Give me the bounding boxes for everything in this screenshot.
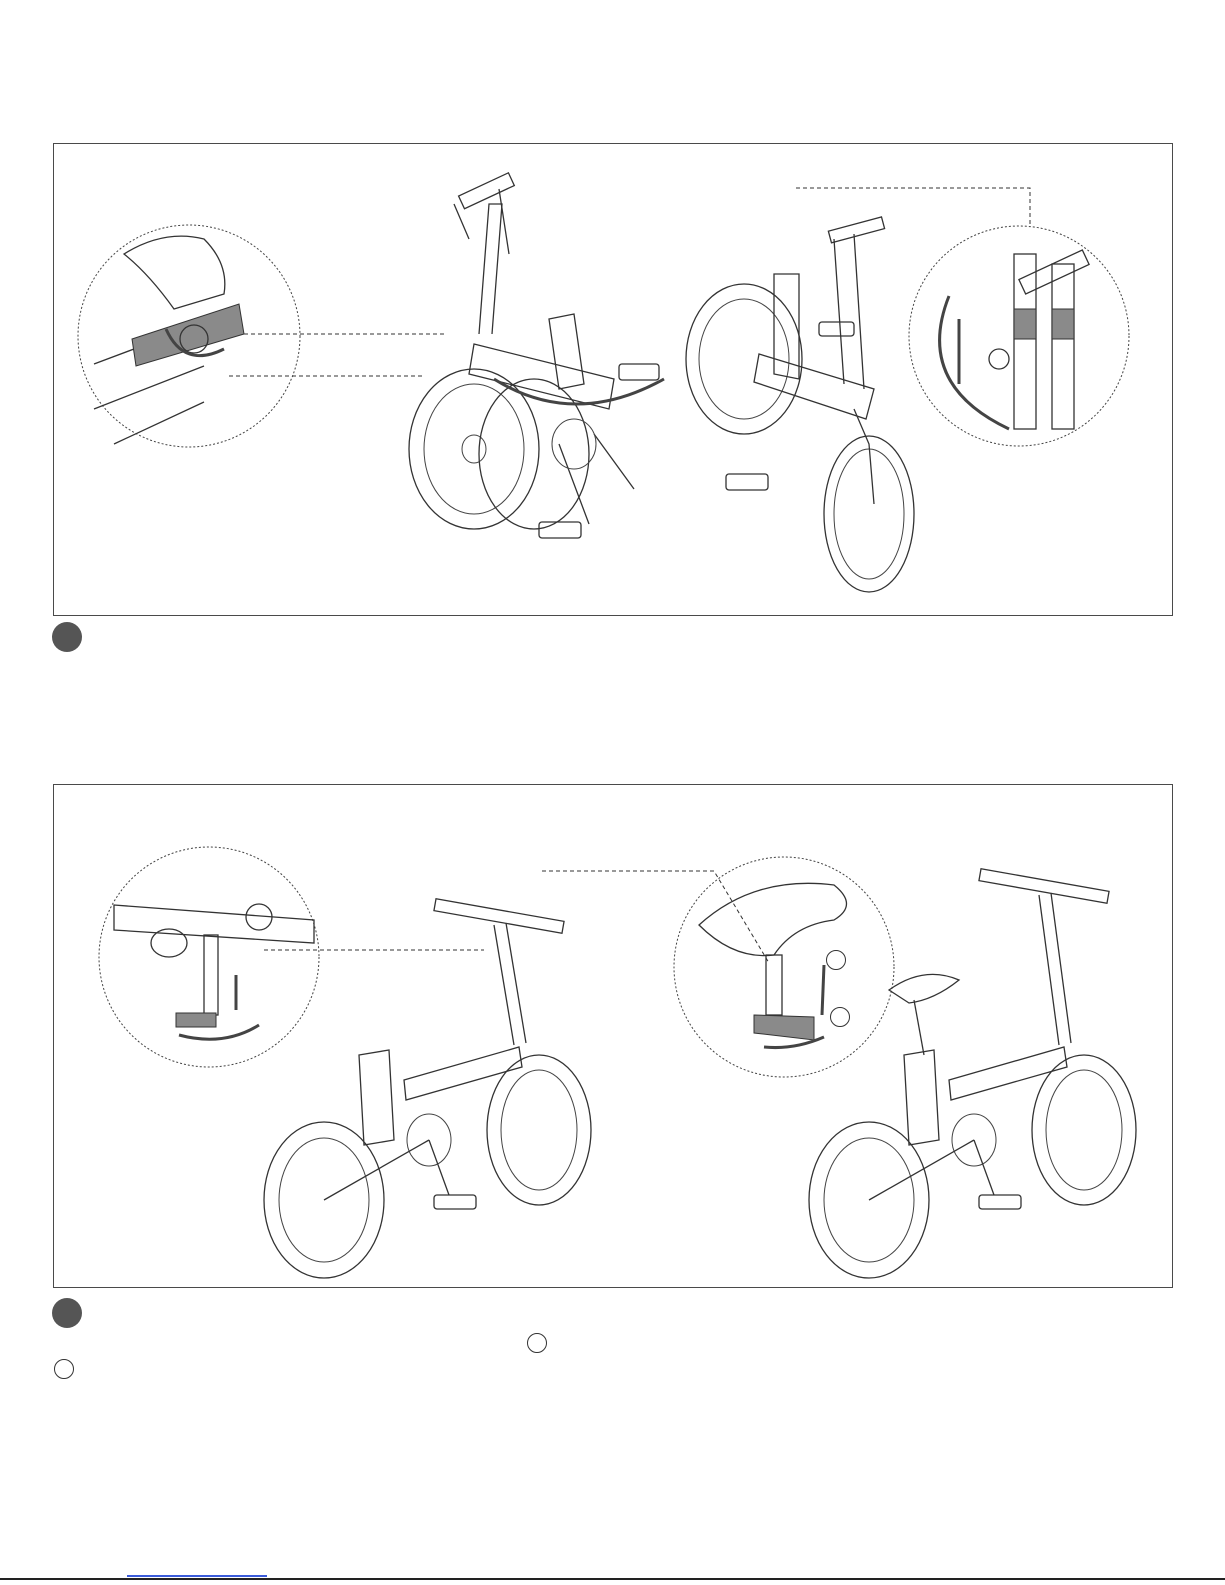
adjust-illustration: [54, 785, 1174, 1289]
sub-step-marker-b: [830, 1007, 850, 1027]
pedal-icon: [539, 522, 581, 538]
pedal-icon: [819, 322, 854, 336]
pedal-icon: [434, 1195, 476, 1209]
text-sub-step-marker: [54, 1359, 74, 1379]
pedal-icon: [726, 474, 768, 490]
fold-arrow-icon: [494, 379, 664, 404]
pedal-icon: [979, 1195, 1021, 1209]
hinge-clamp-zoom: [78, 225, 444, 447]
unfold-illustration: [54, 144, 1174, 617]
folded-bike-drawing: [409, 173, 664, 538]
step-1-bullet: [52, 622, 82, 652]
adjust-illustration-panel: [53, 784, 1173, 1288]
handlebar-zoom: [99, 847, 484, 1067]
footer-link-underline[interactable]: [127, 1575, 267, 1577]
pedal-icon: [619, 364, 659, 380]
unfold-illustration-panel: [53, 143, 1173, 616]
footer-rule: [0, 1578, 1225, 1580]
text-sub-step-marker: [527, 1333, 547, 1353]
sub-step-marker-a: [826, 950, 846, 970]
down-arrow-icon: [822, 965, 824, 1015]
step-2-bullet: [52, 1298, 82, 1328]
stem-clamp-zoom: [909, 226, 1129, 446]
